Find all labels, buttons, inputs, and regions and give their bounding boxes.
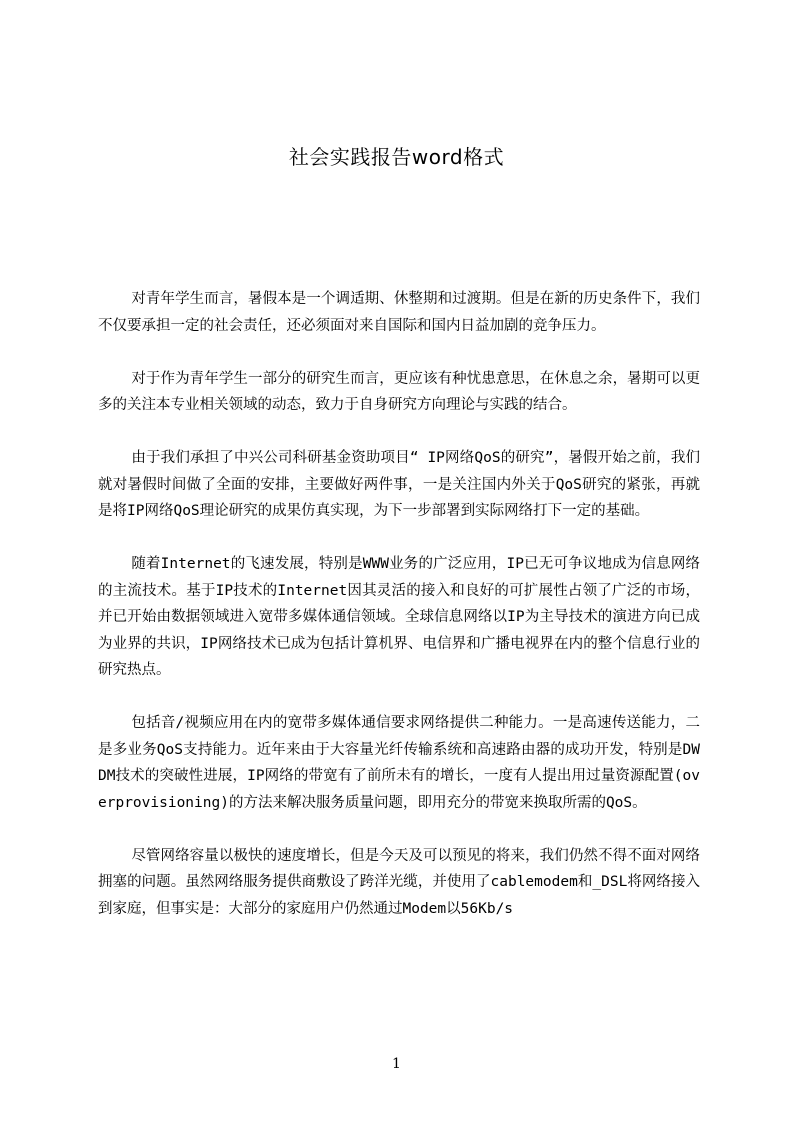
document-title: 社会实践报告word格式 [288,145,505,169]
paragraph: 包括音/视频应用在内的宽带多媒体通信要求网络提供二种能力。一是高速传送能力，二是多业务QoS支持能力。近年来由于大容量光纤传输系统和高速路由器的成功开发，特别是DWDM技术的突破性进展，IP网络的带宽有了前所未有的增长，一度有人提出用过量资源配置(overprovisioning)的方法来解决服务质量问题，即用充分的带宽来换取所需的QoS。 [98,715,700,811]
paragraph: 对青年学生而言，暑假本是一个调适期、休整期和过渡期。但是在新的历史条件下，我们不仅要承担一定的社会责任，还必须面对来自国际和国内日益加剧的竞争压力。 [98,291,700,334]
paragraph: 由于我们承担了中兴公司科研基金资助项目“ IP网络QoS的研究”，暑假开始之前，我们就对暑假时间做了全面的安排，主要做好两件事，一是关注国内外关于QoS研究的紧张，再就是将IP网络QoS理论研究的成果仿真实现，为下一步部署到实际网络打下一定的基础。 [98,450,700,519]
paragraph: 尽管网络容量以极快的速度增长，但是今天及可以预见的将来，我们仍然不得不面对网络拥塞的问题。虽然网络服务提供商敷设了跨洋光缆，并使用了cablemodem和_DSL将网络接入到家庭，但事实是：大部分的家庭用户仍然通过Modem以56Kb/s [98,847,700,917]
document-body [98,286,700,949]
page-number: 1 [392,1056,401,1072]
paragraph: 对于作为青年学生一部分的研究生而言，更应该有种忧患意思，在休息之余，暑期可以更多的关注本专业相关领域的动态，致力于自身研究方向理论与实践的结合。 [98,370,700,413]
paragraph: 随着Internet的飞速发展，特别是WWW业务的广泛应用，IP已无可争议地成为信息网络的主流技术。基于IP技术的Internet因其灵活的接入和良好的可扩展性占领了广泛的市场，并已开始由数据领域进入宽带多媒体通信领域。全球信息网络以IP为主导技术的演进方向已成为业界的共识，IP网络技术已成为包括计算机界、电信界和广播电视界在内的整个信息行业的研究热点。 [98,556,700,678]
